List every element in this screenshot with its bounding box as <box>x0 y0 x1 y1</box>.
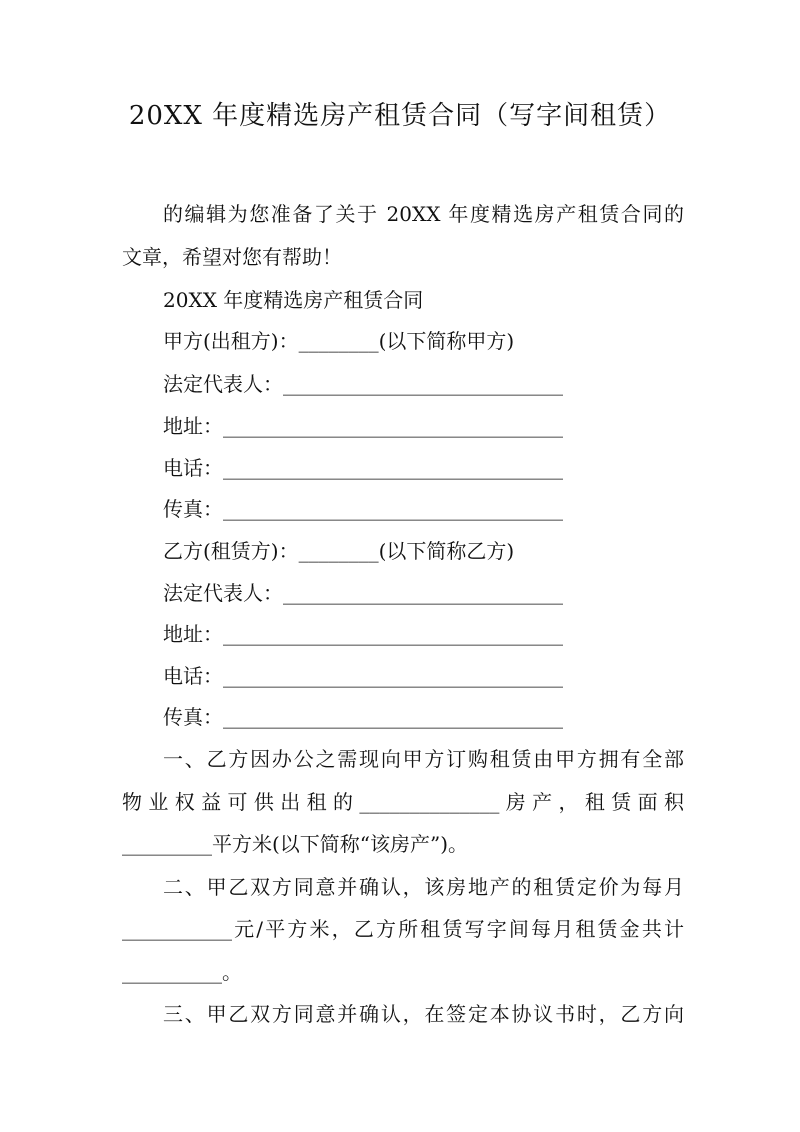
clause-2-line-3: __________。 <box>122 960 242 984</box>
party-a-address: 地址：__________________________________ <box>163 414 563 438</box>
party-b-legal-rep: 法定代表人：____________________________ <box>163 581 563 605</box>
clause-2-line-2: ___________元/平方米，乙方所租赁写字间每月租赁金共计 <box>122 917 684 941</box>
clause-1-line-2: 物业权益可供出租的______________房产，租赁面积 <box>122 790 684 814</box>
party-a-phone: 电话：__________________________________ <box>163 456 563 480</box>
clause-1-line-3: _________平方米(以下简称“该房产”)。 <box>122 832 469 856</box>
clause-2-line-1: 二、甲乙双方同意并确认，该房地产的租赁定价为每月 <box>163 875 684 899</box>
party-b-line: 乙方(租赁方)：________(以下简称乙方) <box>163 539 515 563</box>
clause-3-line-1: 三、甲乙双方同意并确认，在签定本协议书时，乙方向 <box>163 1002 684 1026</box>
party-a-fax: 传真：__________________________________ <box>163 497 563 521</box>
clause-1-line-1: 一、乙方因办公之需现向甲方订购租赁由甲方拥有全部 <box>163 747 684 771</box>
intro-line-1: 的编辑为您准备了关于 20XX 年度精选房产租赁合同的 <box>163 202 684 226</box>
party-b-phone: 电话：__________________________________ <box>163 664 563 688</box>
party-a-line: 甲方(出租方)：________(以下简称甲方) <box>163 329 515 353</box>
contract-subtitle: 20XX 年度精选房产租赁合同 <box>163 288 424 312</box>
party-b-fax: 传真：__________________________________ <box>163 705 563 729</box>
party-a-legal-rep: 法定代表人：____________________________ <box>163 372 563 396</box>
document-title: 20XX 年度精选房产租赁合同（写字间租赁） <box>128 101 672 131</box>
intro-line-2: 文章，希望对您有帮助！ <box>122 245 342 269</box>
party-b-address: 地址：__________________________________ <box>163 622 563 646</box>
